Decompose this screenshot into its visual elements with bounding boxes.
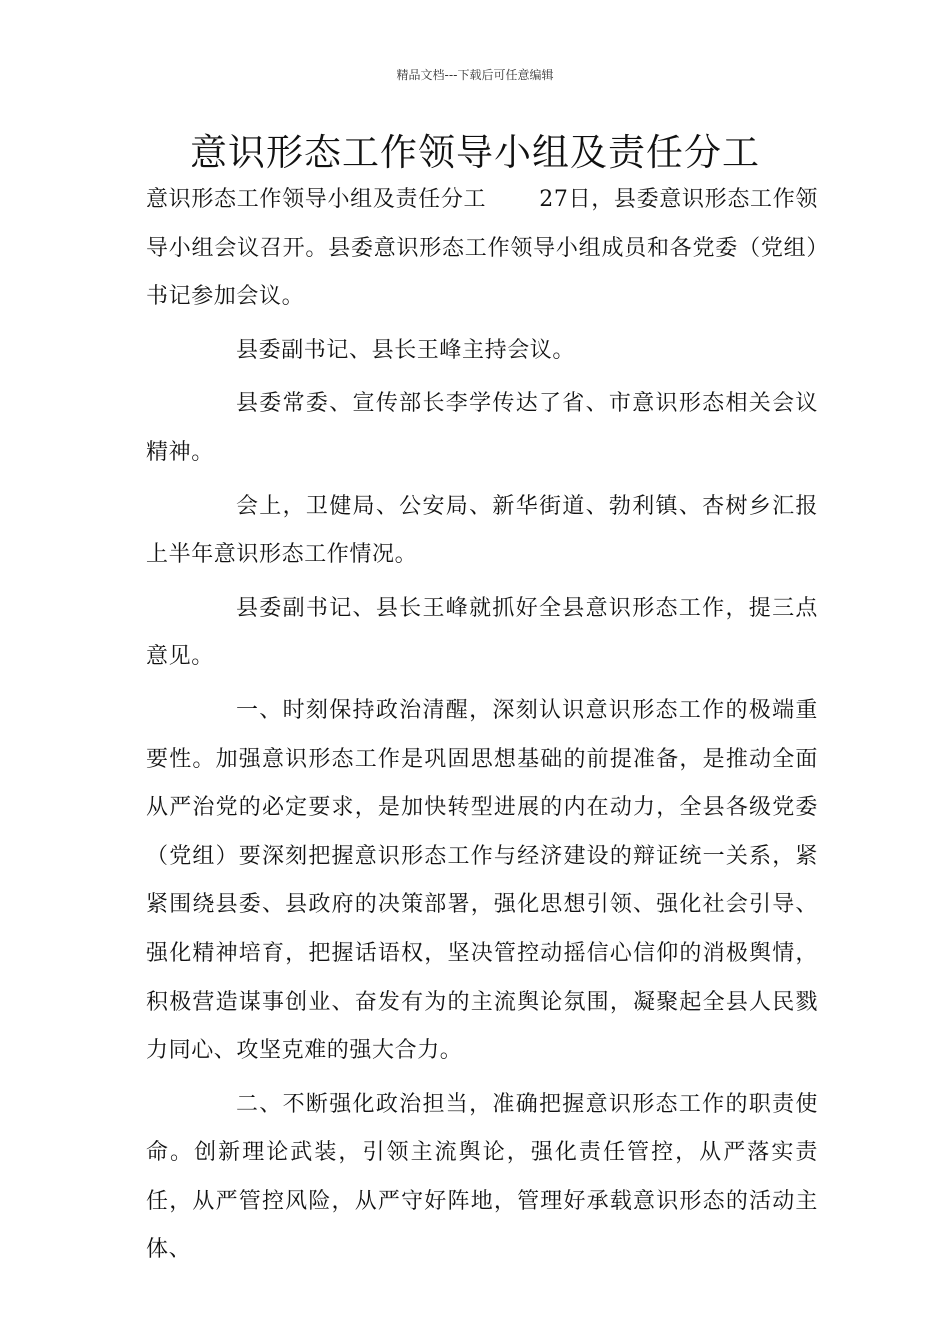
header-note: 精品文档---下载后可任意编辑 (396, 68, 554, 82)
paragraph-reports: 会上，卫健局、公安局、新华街道、勃利镇、杏树乡汇报上半年意识形态工作情况。 (146, 493, 818, 568)
document-body (146, 176, 818, 1275)
paragraph-point-one: 一、时刻保持政治清醒，深刻认识意识形态工作的极端重要性。加强意识形态工作是巩固思想基础的前提准备，是推动全面从严治党的必定要求，是加快转型进展的内在动力，全县各级党委（党组）要深刻把握意识形态工作与经济建设的辩证统一关系，紧紧围绕县委、县政府的决策部署，强化思想引领、强化社会引导、强化精神培育，把握话语权，坚决管控动摇信心信仰的消极舆情，积极营造谋事创业、奋发有为的主流舆论氛围，凝聚起全县人民戮力同心、攻坚克难的强大合力。 (146, 697, 818, 1064)
paragraph-host: 县委副书记、县长王峰主持会议。 (236, 337, 576, 363)
paragraph-intro: 意识形态工作领导小组及责任分工 27日，县委意识形态工作领导小组会议召开。县委意识形态工作领导小组成员和各党委（党组）书记参加会议。 (146, 187, 818, 310)
paragraph-point-two: 二、不断强化政治担当，准确把握意识形态工作的职责使命。创新理论武装，引领主流舆论，强化责任管控，从严落实责任，从严管控风险，从严守好阵地，管理好承载意识形态的活动主体、 (146, 1091, 818, 1263)
document-title: 意识形态工作领导小组及责任分工 (190, 131, 760, 174)
paragraph-opinions: 县委副书记、县长王峰就抓好全县意识形态工作，提三点意见。 (146, 595, 818, 670)
paragraph-propaganda: 县委常委、宣传部长李学传达了省、市意识形态相关会议精神。 (146, 391, 818, 465)
